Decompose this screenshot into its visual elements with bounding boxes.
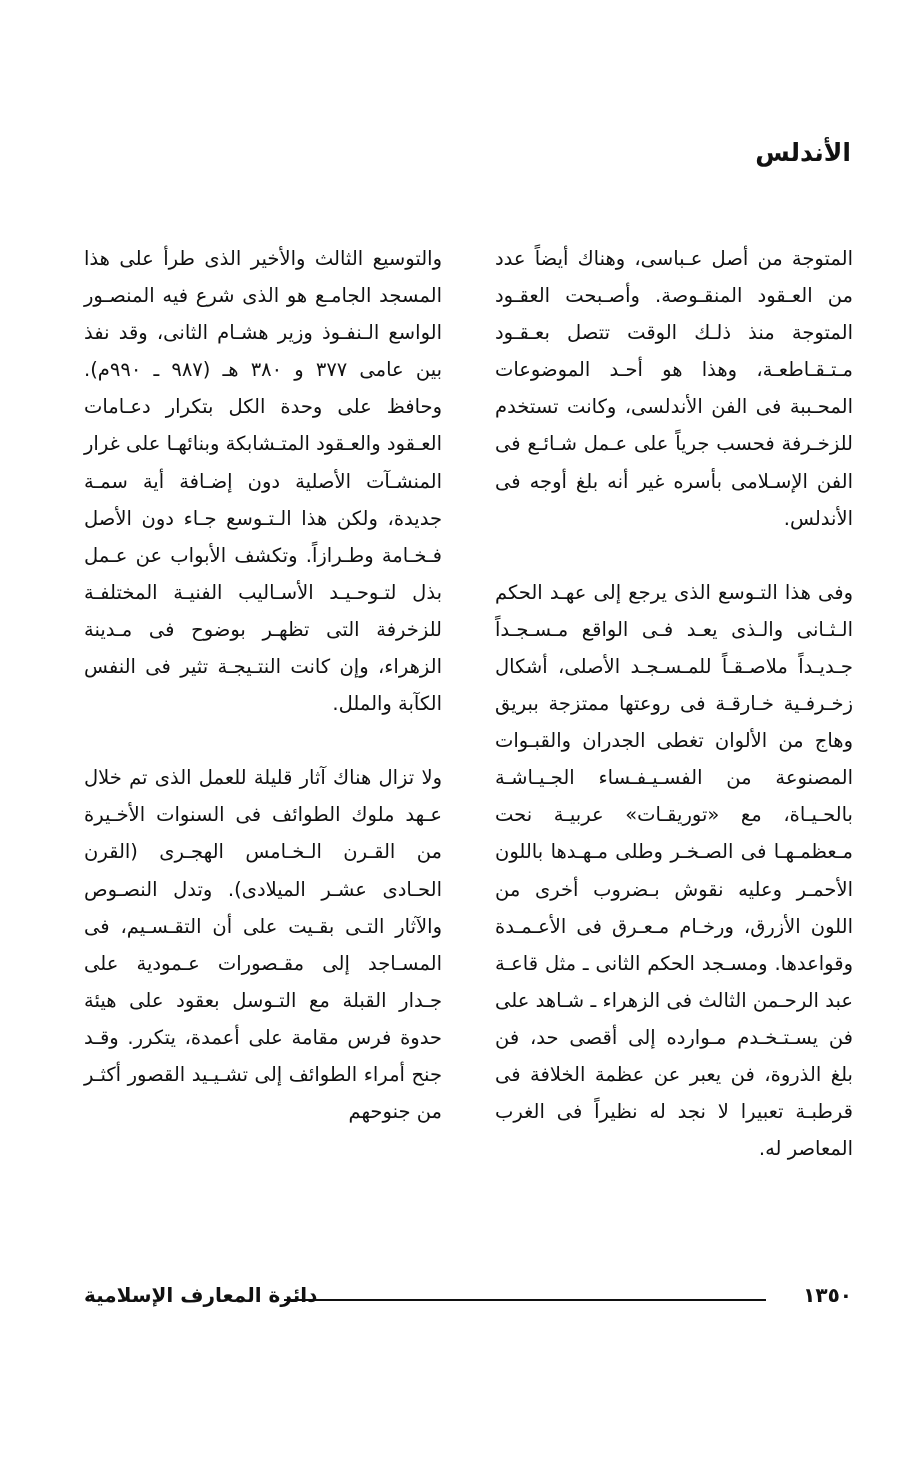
paragraph: ولا تزال هناك آثار قليلة للعمل الذى تم خلال عـهد ملوك الطوائف فى السنوات الأخـيرة من القـرن الـخـامس الهجـرى (القرن الحـادى عشـر الميلادى). وتدل النصـوص والآثار التـى بقـيت على أن التقـسـيم، فى المسـاجد إلى مقـصورات عـمودية على جـدار القبلة مع التـوسل بعقود على هيئة حدوة فرس مقامة على أعمدة، يتكرر. وقـد جنح أمراء الطوائف إلى تشـيـيد القصور أكثـر من جنوحهم bbox=[84, 766, 442, 1124]
running-header-title: الأندلس bbox=[755, 138, 851, 167]
right-text-column bbox=[495, 240, 853, 1204]
left-text-column bbox=[84, 240, 442, 1167]
book-title: دائرة المعارف الإسلامية bbox=[84, 1283, 318, 1307]
page-footer bbox=[84, 1283, 852, 1317]
footer-divider bbox=[284, 1299, 766, 1301]
paragraph: المتوجة من أصل عـباسى، وهناك أيضاً عدد من العـقود المنقـوصة. وأصـبحت العقـود المتوجة منذ ذلـك الوقت تتصل بعـقـود مـتـقـاطعـة، وهذا هو أحـد الموضوعات المحـببة فى الفن الأندلسى، وكانت تستخدم للزخـرفة فحسب جرياً على عـمل شـائـع فى الفن الإسـلامى بأسره غير أنه بلغ أوجه فى الأندلس. bbox=[495, 247, 853, 530]
paragraph: والتوسيع الثالث والأخير الذى طرأ على هذا المسجد الجامـع هو الذى شرع فيه المنصـور الواسع الـنفـوذ وزير هشـام الثانى، وقد نفذ بين عامى ٣٧٧ و ٣٨٠ هـ (٩٨٧ ـ ٩٩٠م). وحافظ على وحدة الكل بتكرار دعـامات العـقود والعـقود المتـشابكة وبنائهـا على غرار المنشـآت الأصلية دون إضـافة أية سمـة جديدة، ولكن هذا الـتـوسع جـاء دون الأصل فـخـامة وطـرازاً. وتكشف الأبواب عن عـمل بذل لتـوحـيـد الأسـاليب الفنيـة المختلفـة للزخرفة التى تظهـر بوضوح فى مـدينة الزهراء، وإن كانت النتـيجـة تثير فى النفس الكآبة والملل. bbox=[84, 247, 442, 716]
page-number: ١٣٥٠ bbox=[803, 1283, 852, 1307]
paragraph: وفى هذا التـوسع الذى يرجع إلى عهـد الحكم الـثـانى والـذى يعـد فـى الواقع مـسـجـداً جـديـداً ملاصـقـاً للمـسـجـد الأصلى، أشكال زخـرفـية خـارقـة فى روعتها ممتزجة ببريق وهاج من الألوان تغطى الجدران والقبـوات المصنوعة من الفسـيـفـساء الجـيـاشـة بالحـيـاة، مع «توريقـات» عربيـة نحت مـعظمـهـا فى الصـخـر وطلى مـهـدها باللون الأحمـر وعليه نقوش بـضروب أخرى من اللون الأزرق، ورخـام مـعـرق فى الأعـمـدة وقواعدها. ومسـجد الحكم الثانى ـ مثل قاعـة عبد الرحـمن الثالث فى الزهراء ـ شـاهد على فن يسـتـخـدم مـوارده إلى أقصى حد، فن بلغ الذروة، فن يعبر عن عظمة الخلافة فى قرطبـة تعبيرا لا نجد له نظيراً فى الغرب المعاصر له. bbox=[495, 580, 853, 1161]
